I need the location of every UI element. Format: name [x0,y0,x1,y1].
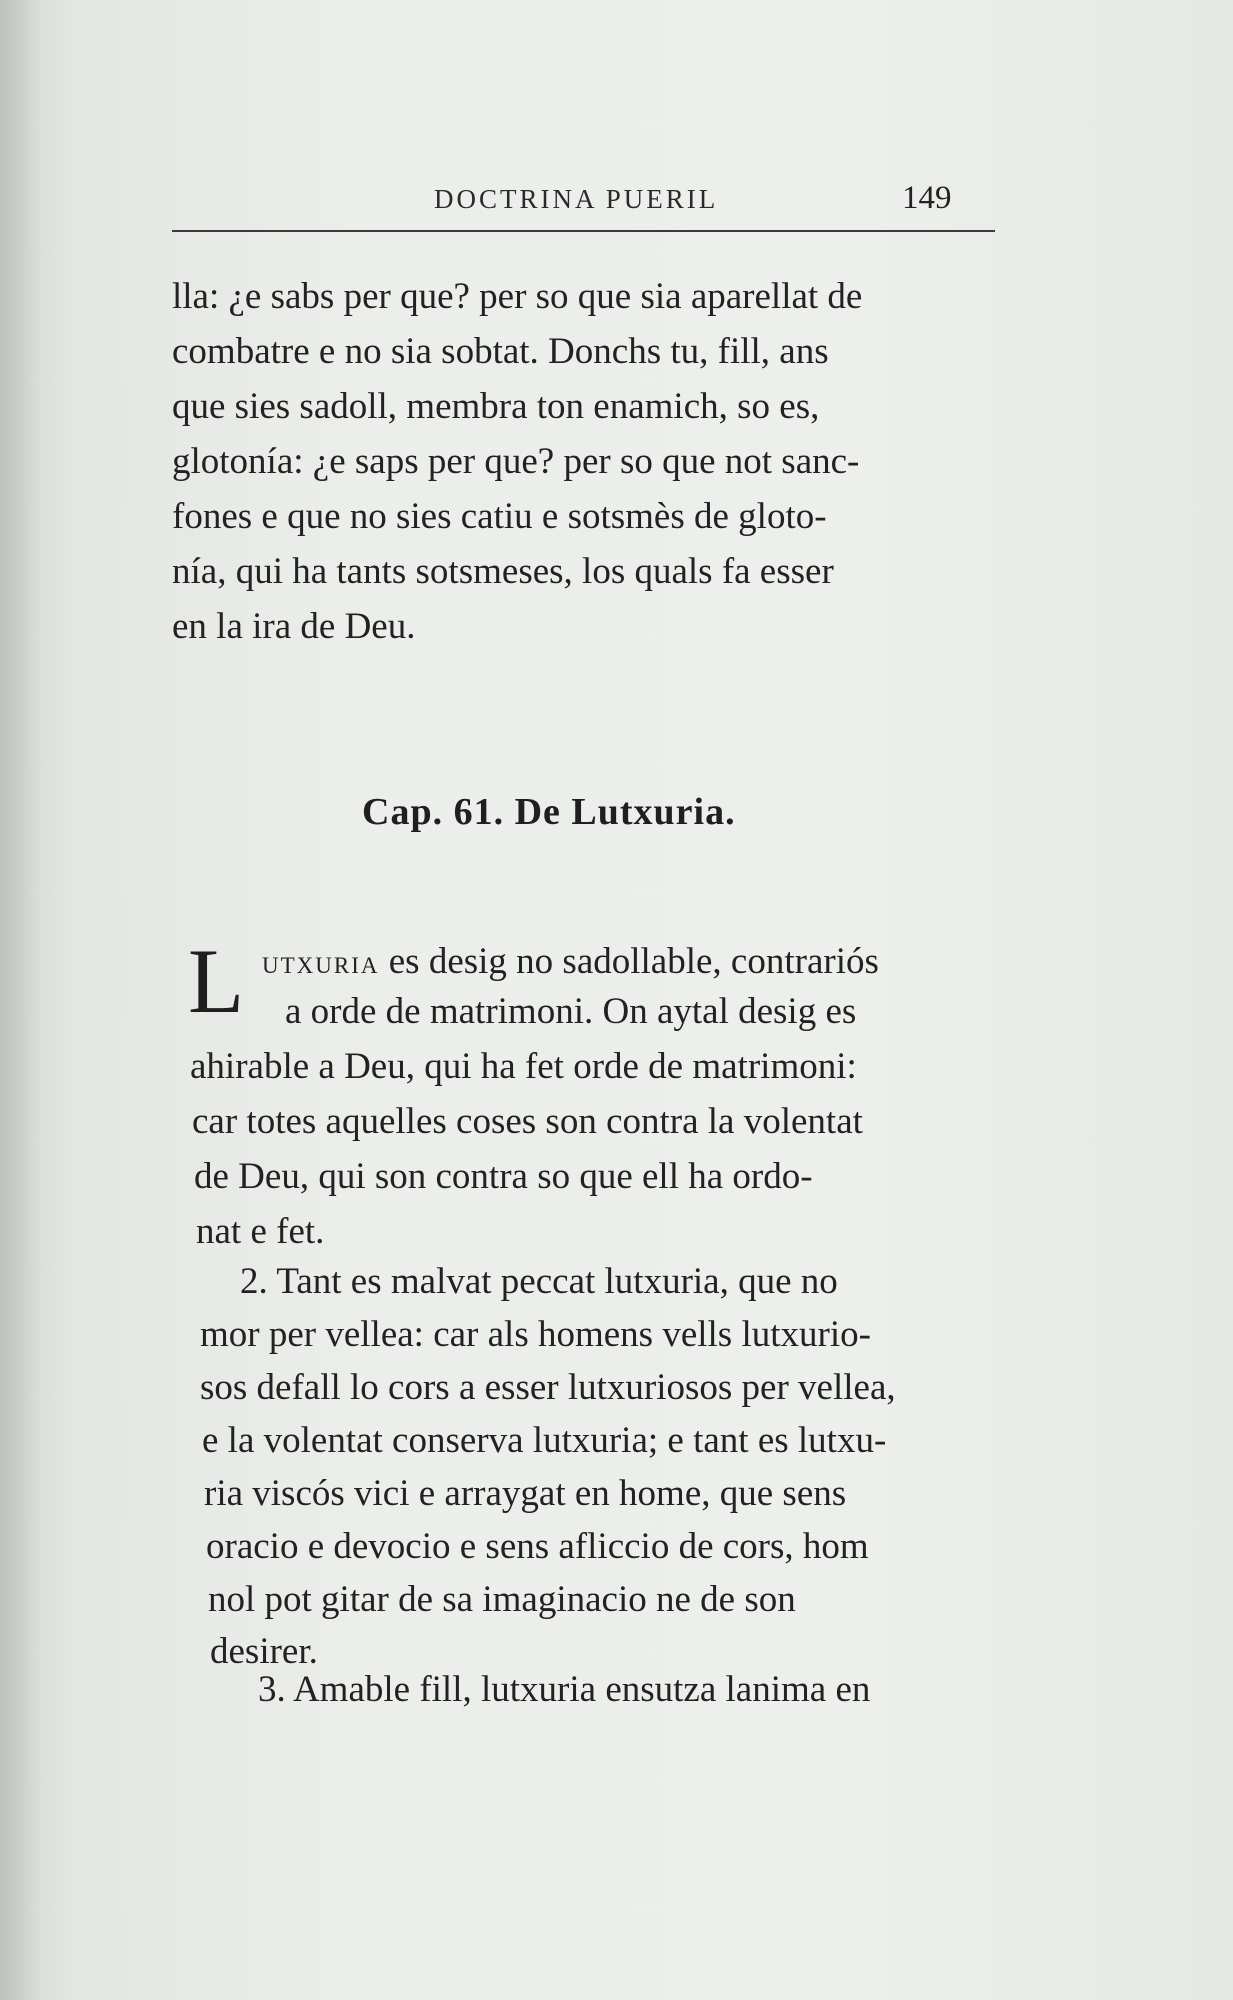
text-line: sos defall lo cors a esser lutxuriosos per vellea, [200,1367,896,1408]
text-line: mor per vellea: car als homens vells lutxurio- [200,1314,871,1355]
text-line: 2. Tant es malvat peccat lutxuria, que no [240,1261,838,1302]
text-line: desirer. [210,1631,318,1672]
spine-shadow [0,0,40,2000]
header-rule [172,230,995,232]
drop-cap: L [188,930,245,1032]
text-line: nol pot gitar de sa imaginacio ne de son [208,1579,796,1620]
text-line: que sies sadoll, membra ton enamich, so es, [172,386,820,427]
text-line: fones e que no sies catiu e sotsmès de gloto- [172,496,827,537]
text-line: e la volentat conserva lutxuria; e tant es lutxu- [202,1420,887,1461]
text-line: nía, qui ha tants sotsmeses, los quals fa esser [172,551,834,592]
first-word-smallcaps: utxuria [262,945,380,981]
text-line: de Deu, qui son contra so que ell ha ordo- [194,1156,813,1197]
text-line: oracio e devocio e sens afliccio de cors, hom [206,1526,869,1567]
first-line-rest: es desig no sadollable, contrariós [388,941,879,982]
text-line: combatre e no sia sobtat. Donchs tu, fill, ans [172,331,829,372]
text-line: ria viscós vici e arraygat en home, que sens [204,1473,847,1514]
text-line: glotonía: ¿e saps per que? per so que not sanc- [172,441,860,482]
text-line: ahirable a Deu, qui ha fet orde de matrimoni: [190,1046,857,1087]
text-line [262,940,879,983]
text-line: 3. Amable fill, lutxuria ensutza lanima en [258,1669,871,1710]
text-line: nat e fet. [196,1211,325,1252]
running-head [172,180,997,220]
text-line: car totes aquelles coses son contra la volentat [192,1101,863,1142]
chapter-title: Cap. 61. De Lutxuria. [362,791,736,833]
page-number: 149 [902,180,952,216]
text-line: lla: ¿e sabs per que? per so que sia aparellat de [172,276,863,317]
text-line: a orde de matrimoni. On aytal desig es [285,991,857,1032]
running-title: DOCTRINA PUERIL [434,184,719,214]
text-line: en la ira de Deu. [172,606,416,647]
